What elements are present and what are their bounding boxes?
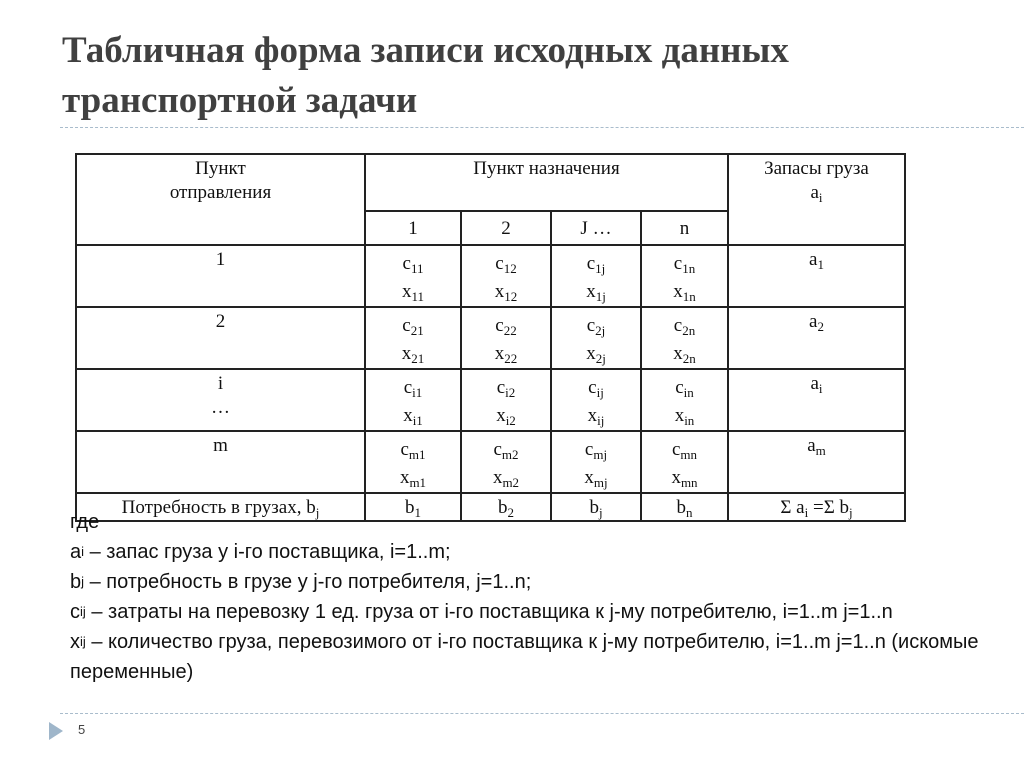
page-number: 5 [78, 722, 86, 737]
header-destination: Пункт назначения [365, 154, 728, 211]
cost-cell: $c_{in}$ $x_{in}$ [641, 369, 728, 431]
note-line: $b_j$ – потребность в грузе у j-го потребителя, j=1..n; [70, 571, 532, 593]
origin-label: m [76, 431, 365, 493]
dest-col-header: n [641, 211, 728, 245]
title-line: Табличная форма записи исходных данных [62, 30, 789, 71]
cost-cell: $c_{mn}$ $x_{mn}$ [641, 431, 728, 493]
dest-col-header: 2 [461, 211, 551, 245]
origin-label: i … [76, 369, 365, 431]
note-line: $c_{ij}$ – затраты на перевозку 1 ед. груза от i-го поставщика к j-му потребителю, i=1..m j=1..n [70, 601, 893, 623]
footer-divider [60, 713, 1024, 714]
notes [70, 507, 990, 687]
note-line: $x_{ij}$ – количество груза, перевозимого от i-го поставщика к j-му потребителю, i=1..m j=1..n (искомые переменные) [70, 631, 979, 683]
supply-cell: $a_i$ [728, 369, 905, 431]
origin-label: 2 [76, 307, 365, 369]
table-row [76, 245, 905, 307]
cost-cell: $c_{2n}$ $x_{2n}$ [641, 307, 728, 369]
bullet-triangle-icon [49, 722, 63, 740]
supply-cell: $a_1$ [728, 245, 905, 307]
supply-cell: $a_2$ [728, 307, 905, 369]
table-row [76, 307, 905, 369]
cost-cell: $c_{mj}$ $x_{mj}$ [551, 431, 641, 493]
table-row [76, 369, 905, 431]
title-line: транспортной задачи [62, 80, 418, 121]
dest-col-header: 1 [365, 211, 461, 245]
cost-cell: $c_{21}$ $x_{21}$ [365, 307, 461, 369]
demand-cell: $b_n$ [641, 493, 728, 521]
cost-cell: $c_{11}$ $x_{11}$ [365, 245, 461, 307]
origin-label: 1 [76, 245, 365, 307]
header-supply: Запасы груза $a_i$ [728, 154, 905, 245]
divider [60, 127, 1024, 128]
cost-cell: $c_{12}$ $x_{12}$ [461, 245, 551, 307]
cost-cell: $c_{1n}$ $x_{1n}$ [641, 245, 728, 307]
demand-cell: $b_2$ [461, 493, 551, 521]
slide-title [62, 26, 1002, 126]
cost-cell: $c_{2j}$ $x_{2j}$ [551, 307, 641, 369]
table-row [76, 431, 905, 493]
demand-cell: $b_1$ [365, 493, 461, 521]
cost-cell: $c_{m2}$ $x_{m2}$ [461, 431, 551, 493]
demand-label: Потребность в грузах, $b_j$ [76, 493, 365, 521]
cost-cell: $c_{m1}$ $x_{m1}$ [365, 431, 461, 493]
cost-cell: $c_{22}$ $x_{22}$ [461, 307, 551, 369]
header-origin: Пункт отправления [76, 154, 365, 245]
note-line: где [70, 511, 100, 533]
note-line: $a_i$ – запас груза у i-го поставщика, i=1..m; [70, 541, 451, 563]
transport-table [75, 153, 906, 522]
balance-cell: Σ $a_i =\Sigma$ $b_j$ [728, 493, 905, 521]
cost-cell: $c_{ij}$ $x_{ij}$ [551, 369, 641, 431]
dest-col-header: J … [551, 211, 641, 245]
demand-cell: $b_j$ [551, 493, 641, 521]
cost-cell: $c_{i1}$ $x_{i1}$ [365, 369, 461, 431]
supply-cell: $a_m$ [728, 431, 905, 493]
cost-cell: $c_{i2}$ $x_{i2}$ [461, 369, 551, 431]
cost-cell: $c_{1j}$ $x_{1j}$ [551, 245, 641, 307]
